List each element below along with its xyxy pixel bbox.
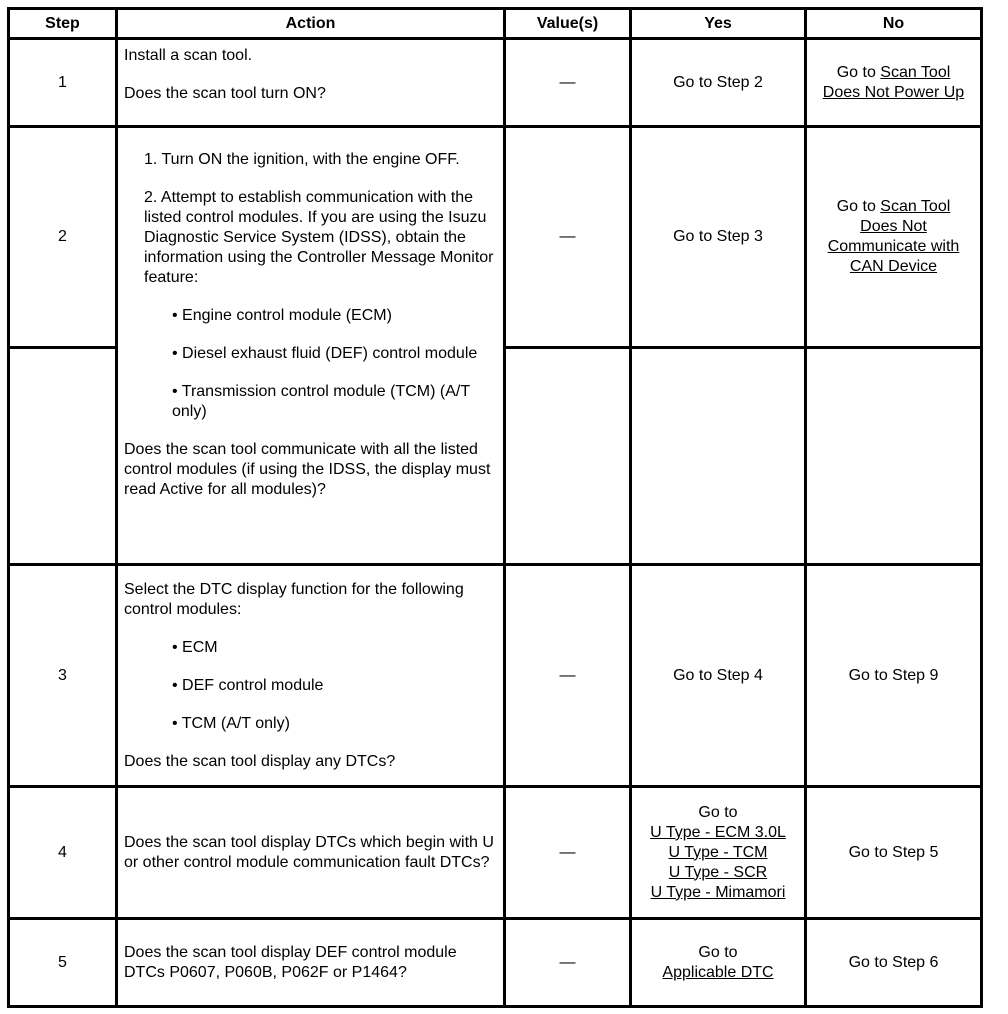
- action-cell: [117, 565, 505, 787]
- step-number: 2: [9, 127, 117, 348]
- action-cell: Does the scan tool display DTCs which begin with U or other control module communication fault DTCs?: [117, 787, 505, 919]
- no-cell: [806, 39, 982, 127]
- yes-cell: Go to Step 3: [631, 127, 806, 348]
- value-cell: —: [505, 919, 631, 1007]
- yes-cell: Go to Step 2: [631, 39, 806, 127]
- header-step: Step: [9, 9, 117, 39]
- value-cell: —: [505, 127, 631, 348]
- no-prefix: Go to: [836, 198, 881, 215]
- action-step: 1. Turn ON the ignition, with the engine OFF.: [144, 151, 460, 168]
- table-row: [9, 39, 982, 127]
- no-cell: Go to Step 9: [806, 565, 982, 787]
- yes-prefix: Go to: [698, 943, 738, 961]
- value-cell: —: [505, 787, 631, 919]
- no-cell: [806, 127, 982, 348]
- table-row: [9, 127, 982, 348]
- table-row: [9, 565, 982, 787]
- action-question: Does the scan tool display any DTCs?: [124, 752, 396, 770]
- no-cell: Go to Step 5: [806, 787, 982, 919]
- scan-tool-link[interactable]: Scan Tool: [880, 198, 951, 215]
- action-cell: [117, 39, 505, 127]
- yes-cell: [631, 787, 806, 919]
- applicable-dtc-link[interactable]: Applicable DTC: [662, 963, 774, 981]
- u-type-tcm-link[interactable]: U Type - TCM: [668, 843, 768, 861]
- step-number: 1: [9, 39, 117, 127]
- table-row: [9, 787, 982, 919]
- action-question: Does the scan tool communicate with all the listed control modules (if using the IDSS, the display must read Active for all modules)?: [124, 441, 491, 498]
- action-bullet: • DEF control module: [172, 676, 324, 694]
- action-step: 2. Attempt to establish communication with the listed control modules. If you are using the Isuzu Diagnostic Service System (IDSS), obtain the information using the Controller Message Monitor feature:: [144, 189, 494, 286]
- yes-prefix: Go to: [698, 803, 738, 821]
- action-text: Install a scan tool.: [124, 47, 253, 64]
- action-bullet: • TCM (A/T only): [172, 714, 290, 732]
- u-type-ecm-link[interactable]: U Type - ECM 3.0L: [650, 823, 786, 841]
- action-cell: [117, 127, 505, 565]
- communicate-with-link[interactable]: Communicate with: [827, 238, 960, 255]
- scan-tool-link[interactable]: Scan Tool: [880, 63, 951, 81]
- table-row: [9, 919, 982, 1007]
- action-intro: Select the DTC display function for the following control modules:: [124, 580, 464, 618]
- yes-cell: [631, 919, 806, 1007]
- step-number: 5: [9, 919, 117, 1007]
- empty-cell: [505, 348, 631, 565]
- header-values: Value(s): [505, 9, 631, 39]
- header-row: [9, 9, 982, 39]
- u-type-scr-link[interactable]: U Type - SCR: [668, 863, 768, 881]
- action-bullet: • Transmission control module (TCM) (A/T only): [172, 383, 470, 420]
- step-number: 4: [9, 787, 117, 919]
- can-device-link[interactable]: CAN Device: [849, 258, 938, 275]
- header-no: No: [806, 9, 982, 39]
- action-bullet: • ECM: [172, 638, 218, 656]
- step-number: 3: [9, 565, 117, 787]
- no-prefix: Go to: [836, 63, 881, 81]
- value-cell: —: [505, 565, 631, 787]
- value-cell: —: [505, 39, 631, 127]
- action-bullet: • Engine control module (ECM): [172, 307, 392, 324]
- empty-cell: [806, 348, 982, 565]
- action-cell: Does the scan tool display DEF control module DTCs P0607, P060B, P062F or P1464?: [117, 919, 505, 1007]
- action-question: Does the scan tool turn ON?: [124, 85, 326, 102]
- u-type-mimamori-link[interactable]: U Type - Mimamori: [650, 883, 786, 901]
- does-not-link[interactable]: Does Not: [860, 218, 927, 235]
- yes-cell: Go to Step 4: [631, 565, 806, 787]
- header-action: Action: [117, 9, 505, 39]
- empty-cell: [631, 348, 806, 565]
- action-bullet: • Diesel exhaust fluid (DEF) control module: [172, 345, 478, 362]
- does-not-power-up-link[interactable]: Does Not Power Up: [822, 83, 965, 101]
- header-yes: Yes: [631, 9, 806, 39]
- empty-cell: [9, 348, 117, 565]
- no-cell: Go to Step 6: [806, 919, 982, 1007]
- diagnostic-table: [7, 7, 983, 1008]
